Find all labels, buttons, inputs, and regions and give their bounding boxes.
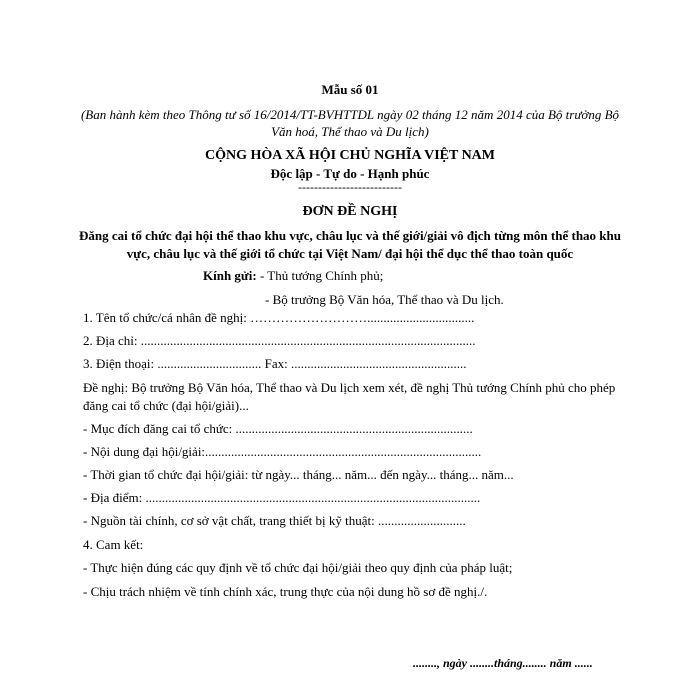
time-field: - Thời gian tổ chức đại hội/giải: từ ngày... tháng... năm... đến ngày... tháng... năm...	[83, 467, 514, 482]
date-line: ........, ngày ........tháng........ năm ......	[413, 656, 593, 670]
content-field: - Nội dung đại hội/giải:.....................................................................................	[83, 444, 482, 459]
motto: Độc lập - Tự do - Hạnh phúc	[270, 166, 430, 181]
document-subject: Đăng cai tổ chức đại hội thể thao khu vực, châu lục và thế giới/giải vô địch từng môn thể thao khu vực, châu lục và thế giới tổ chức tại Việt Nam/ đại hội thể dục thể thao toàn quốc	[78, 228, 621, 261]
commitment-item-2: - Chịu trách nhiệm về tính chính xác, trung thực của nội dung hồ sơ đề nghị./.	[83, 584, 488, 599]
motto-divider: --------------------------	[298, 180, 402, 194]
document-title: ĐƠN ĐỀ NGHỊ	[302, 204, 398, 219]
location-field: - Địa điểm: .......................................................................................................	[83, 490, 481, 505]
resources-field: - Nguồn tài chính, cơ sở vật chất, trang thiết bị kỹ thuật: ...........................	[83, 513, 466, 528]
commitment-heading: 4. Cam kết:	[83, 537, 144, 552]
commitment-item-1: - Thực hiện đúng các quy định về tổ chức đại hội/giải theo quy định của pháp luật;	[83, 560, 513, 575]
address-field: 2. Địa chỉ: .......................................................................................................	[83, 333, 476, 348]
phone-fax-field: 3. Điện thoại: ................................ Fax: ......................................................	[83, 356, 467, 371]
recipient-prime-minister: - Thủ tướng Chính phủ;	[256, 268, 384, 283]
org-name-field: 1. Tên tổ chức/cá nhân đề nghị: ……………………….................................	[83, 310, 475, 325]
purpose-field: - Mục đích đăng cai tổ chức: .........................................................................	[83, 421, 473, 436]
recipient-line-1	[203, 268, 383, 284]
form-number: Mẫu số 01	[321, 82, 379, 97]
recipient-label: Kính gửi:	[203, 268, 257, 283]
nation-heading: CỘNG HÒA XÃ HỘI CHỦ NGHĨA VIỆT NAM	[204, 148, 495, 163]
issued-note: (Ban hành kèm theo Thông tư số 16/2014/TT-BVHTTDL ngày 02 tháng 12 năm 2014 của Bộ trưởng Bộ Văn hoá, Thể thao và Du lịch)	[80, 107, 620, 139]
request-intro: Đề nghị: Bộ trưởng Bộ Văn hóa, Thể thao và Du lịch xem xét, đề nghị Thủ tướng Chính phủ cho phép đăng cai tổ chức (đại hội/giải)...	[83, 380, 616, 413]
recipient-minister: - Bộ trưởng Bộ Văn hóa, Thể thao và Du lịch.	[265, 292, 504, 307]
